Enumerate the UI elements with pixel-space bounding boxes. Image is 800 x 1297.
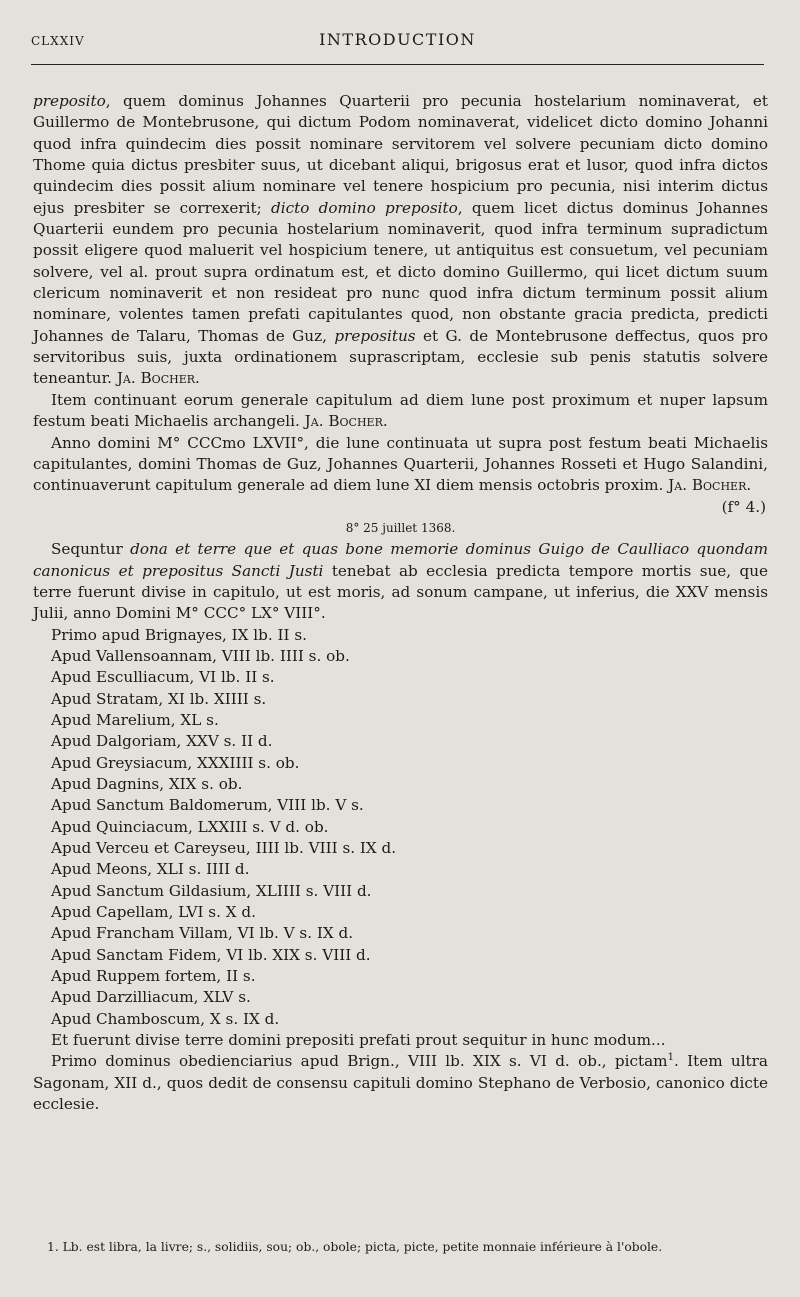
text-run: Sequntur (51, 540, 131, 559)
list-item: Apud Francham Villam, VI lb. V s. IX d. (51, 924, 354, 943)
folio-reference: (f° 4.) (721, 497, 766, 516)
section-date: 8° 25 juillet 1368. (345, 520, 456, 535)
list-item: Apud Dalgoriam, XXV s. II d. (51, 732, 273, 751)
page-title: INTRODUCTION (319, 30, 476, 49)
paragraph-preposito (33, 91, 768, 390)
main-text (33, 91, 768, 1116)
land-list (33, 625, 768, 1031)
list-item: Apud Darzilliacum, XLV s. (51, 988, 251, 1007)
list-item: Apud Marelium, XL s. (51, 710, 219, 729)
italic-term: preposito (33, 92, 106, 110)
list-item: Apud Sanctum Gildasium, XLIIII s. VIII d. (51, 881, 372, 900)
paragraph-et-fuerunt: Et fuerunt divise terre domini prepositi prefati prout sequitur in hunc modum... (51, 1031, 666, 1050)
italic-term: prepositus (334, 326, 416, 345)
footnote-text: 1. Lb. est libra, la livre; s., solidiis, sou; ob., obole; picta, picte, petite monnaie inférieure à l'obole. (47, 1240, 663, 1254)
paragraph-anno-domini (33, 433, 768, 497)
signature: Ja. Bocher. (668, 476, 752, 495)
italic-term: dicto domino preposito (271, 198, 458, 217)
list-item: Apud Greysiacum, XXXIIII s. ob. (51, 753, 300, 772)
signature: Ja. Bocher. (116, 369, 200, 388)
text-run: et G. de Montebrusone deffectus, quos pro servitoribus suis, juxta ordinationem suprascriptam, ecclesie sub penis statutis solvere teneantur. (33, 326, 768, 388)
list-item: Apud Quinciacum, LXXIII s. V d. ob. (51, 817, 329, 836)
list-item: Apud Ruppem fortem, II s. (51, 967, 256, 986)
list-item: Apud Sanctum Baldomerum, VIII lb. V s. (51, 796, 364, 815)
text-run: , quem licet dictus dominus Johannes Quarterii eundem pro pecunia hostelarium nominaverit, quod infra terminum supradictum possit eligere quod maluerit vel hospicium tenere, ut antiquitus est consuetum, vel pecuniam solvere, vel al. prout supra ordinatum est, et dicto domino Guillermo, qui licet dictum suum clericum nominaverit et non resideat pro nunc quod infra dictum terminum possit alium nominare, volentes tamen prefati capitulantes quod, non obstante gracia predicta, predicti Johannes de Talaru, Thomas de Guz, (33, 198, 768, 345)
list-item: Primo apud Brignayes, IX lb. II s. (51, 625, 307, 644)
list-item: Apud Vallensoannam, VIII lb. IIII s. ob. (51, 646, 350, 665)
text-run: , quem dominus Johannes Quarterii pro pecunia hostelarium nominaverat, et Guillermo de Montebrusone, qui dictum Podom nominaverat, videlicet dicto domino Johanni quod infra quindecim dies possit nominare servitorem vel solvere pecuniam dicto domino Thome quia dictus presbiter suus, ut dicebant aliqui, brigosus erat et lusor, quod infra dictos quindecim dies possit alium nominare vel tenere hospicium pro pecunia, nisi interim dictus ejus presbiter se correxerit; (33, 92, 768, 217)
list-item: Apud Stratam, XI lb. XIIII s. (51, 689, 267, 708)
list-item: Apud Verceu et Careyseu, IIII lb. VIII s. IX d. (51, 839, 397, 858)
footnote-marker: 1 (667, 1052, 674, 1064)
list-item: Apud Capellam, LVI s. X d. (51, 903, 256, 922)
paragraph-sequntur (33, 539, 768, 624)
running-header (31, 28, 764, 54)
text-run: . Item ultra Sagonam, XII d., quos dedit de consensu capituli domino Stephano de Verbosio, canonico dicte ecclesie. (33, 1052, 768, 1114)
paragraph-item-continuant (33, 390, 768, 433)
list-item: Apud Esculliacum, VI lb. II s. (51, 668, 275, 687)
signature: Ja. Bocher. (304, 412, 388, 431)
italic-term: dona et terre que et quas bone memorie dominus Guigo de Caulliaco quondam canonicus et prepositus Sancti Justi (33, 540, 768, 580)
text-run: Anno domini M° CCCmo LXVII°, die lune continuata ut supra post festum beati Michaelis capitulantes, domini Thomas de Guz, Johannes Quarterii, Johannes Rosseti et Hugo Salandini, continuaverunt capitulum generale ad diem lune XI diem mensis octobris proxim. (33, 433, 768, 495)
text-run: Primo dominus obedienciarius apud Brign., VIII lb. XIX s. VI d. ob., pictam (51, 1052, 668, 1071)
list-item: Apud Chamboscum, X s. IX d. (51, 1009, 280, 1028)
list-item: Apud Sanctam Fidem, VI lb. XIX s. VIII d. (51, 945, 371, 964)
text-run: tenebat ab ecclesia predicta tempore mortis sue, que terre fuerunt divise in capitulo, ut est moris, ad sonum campane, ut inferius, die XXV mensis Julii, anno Domini M° CCC° LX° VIII°. (33, 561, 768, 623)
page-number: CLXXIV (31, 34, 85, 48)
list-item: Apud Dagnins, XIX s. ob. (51, 775, 243, 793)
paragraph-primo-dominus (33, 1051, 768, 1115)
header-rule (31, 64, 764, 65)
list-item: Apud Meons, XLI s. IIII d. (51, 860, 250, 879)
footnote (33, 1238, 768, 1257)
text-run: Item continuant eorum generale capitulum ad diem lune post proximum et nuper lapsum festum beati Michaelis archangeli. (33, 390, 768, 431)
